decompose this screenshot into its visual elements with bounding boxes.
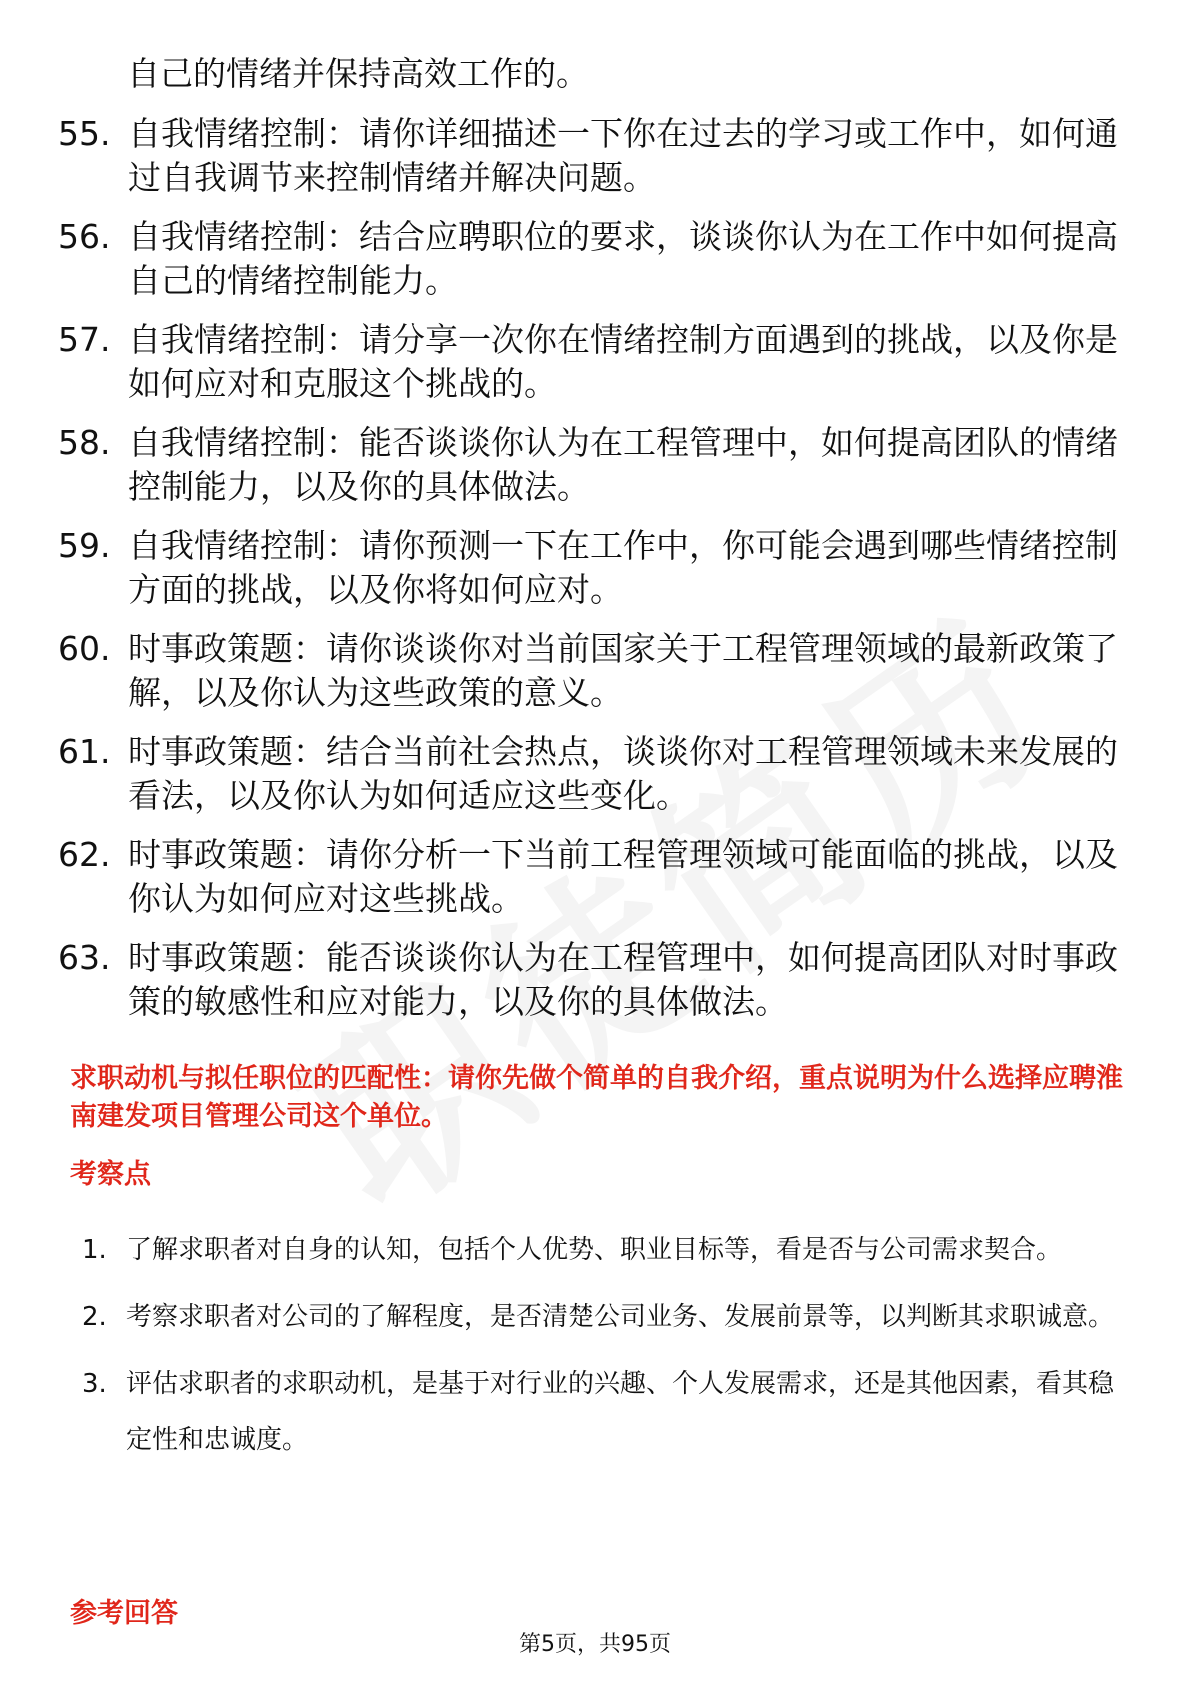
question-item (58, 627, 1133, 715)
point-text: 考察求职者对公司的了解程度，是否清楚公司业务、发展前景等，以判断其求职诚意。 (126, 1302, 1115, 1332)
question-text: 自我情绪控制：结合应聘职位的要求，谈谈你认为在工作中如何提高自己的情绪控制能力。 (128, 217, 1118, 300)
question-list (58, 112, 1133, 1039)
question-number: 60. (58, 629, 111, 668)
question-number: 57. (58, 320, 111, 359)
question-item (58, 730, 1133, 818)
point-text: 评估求职者的求职动机，是基于对行业的兴趣、个人发展需求，还是其他因素，看其稳定性和忠诚度。 (126, 1369, 1115, 1455)
question-item (58, 112, 1133, 200)
question-text: 时事政策题：能否谈谈你认为在工程管理中，如何提高团队对时事政策的敏感性和应对能力，以及你的具体做法。 (128, 938, 1118, 1021)
assessment-point (82, 1222, 1127, 1278)
question-number: 56. (58, 217, 111, 256)
question-text: 时事政策题：结合当前社会热点，谈谈你对工程管理领域未来发展的看法，以及你认为如何适应这些变化。 (128, 732, 1118, 815)
question-text: 自我情绪控制：请你详细描述一下你在过去的学习或工作中，如何通过自我调节来控制情绪并解决问题。 (128, 114, 1118, 197)
question-item (58, 215, 1133, 303)
section-heading: 求职动机与拟任职位的匹配性：请你先做个简单的自我介绍，重点说明为什么选择应聘淮南建发项目管理公司这个单位。 (70, 1063, 1123, 1132)
question-text: 自我情绪控制：请分享一次你在情绪控制方面遇到的挑战，以及你是如何应对和克服这个挑战的。 (128, 320, 1118, 403)
assessment-points-list (82, 1222, 1127, 1479)
question-number: 58. (58, 423, 111, 462)
reference-answer-label: 参考回答 (70, 1598, 178, 1629)
question-text: 自我情绪控制：能否谈谈你认为在工程管理中，如何提高团队的情绪控制能力，以及你的具体做法。 (128, 423, 1118, 506)
question-number: 55. (58, 114, 111, 153)
question-text: 时事政策题：请你分析一下当前工程管理领域可能面临的挑战，以及你认为如何应对这些挑战。 (128, 835, 1118, 918)
question-number: 61. (58, 732, 111, 771)
question-item (58, 833, 1133, 921)
question-number: 63. (58, 938, 111, 977)
assessment-point (82, 1289, 1127, 1345)
assessment-point (82, 1356, 1127, 1468)
question-item (58, 318, 1133, 406)
question-number: 59. (58, 526, 111, 565)
question-item (58, 421, 1133, 509)
assessment-points-label: 考察点 (70, 1159, 151, 1190)
question-item (58, 524, 1133, 612)
continuation-line: 自己的情绪并保持高效工作的。 (127, 54, 589, 93)
point-number: 1. (82, 1235, 107, 1265)
question-text: 自我情绪控制：请你预测一下在工作中，你可能会遇到哪些情绪控制方面的挑战，以及你将如何应对。 (128, 526, 1118, 609)
question-text: 时事政策题：请你谈谈你对当前国家关于工程管理领域的最新政策了解，以及你认为这些政策的意义。 (128, 629, 1118, 712)
point-number: 3. (82, 1369, 107, 1399)
point-text: 了解求职者对自身的认知，包括个人优势、职业目标等，看是否与公司需求契合。 (126, 1235, 1063, 1265)
point-number: 2. (82, 1302, 107, 1332)
page-number: 第5页，共95页 (519, 1632, 671, 1657)
question-item (58, 936, 1133, 1024)
question-number: 62. (58, 835, 111, 874)
